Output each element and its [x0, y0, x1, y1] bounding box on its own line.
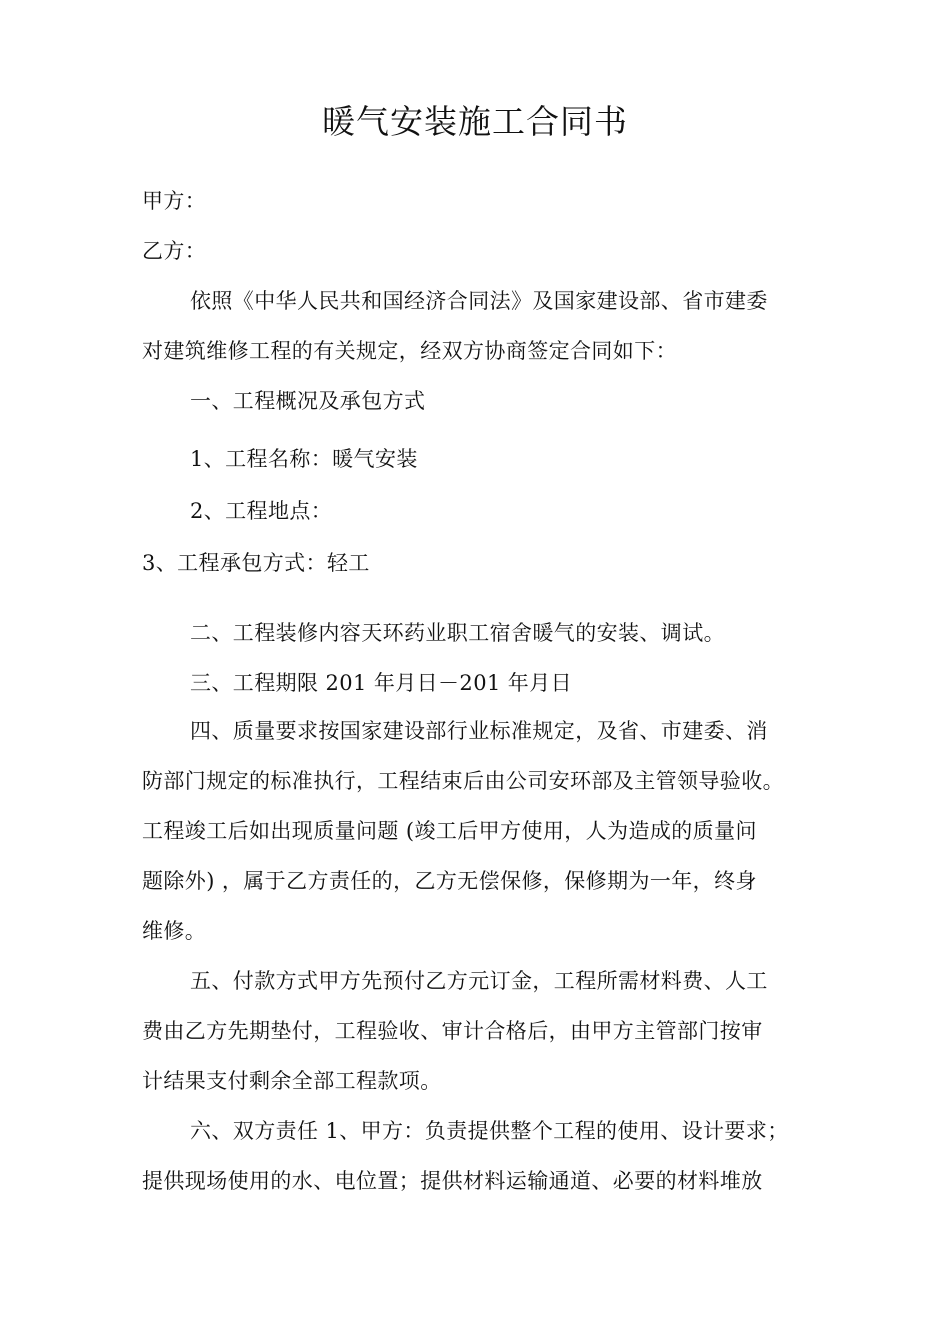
section-4-line-5: 维修。	[142, 919, 207, 943]
party-a-line: 甲方：	[142, 189, 207, 213]
project-location-line: 2、工程地点：	[190, 499, 333, 523]
preamble-line-2: 对建筑维修工程的有关规定，经双方协商签定合同如下：	[142, 339, 677, 363]
section-3-line: 三、工程期限 201 年月日－201 年月日	[190, 671, 572, 695]
party-b-line: 乙方：	[142, 239, 207, 263]
preamble-line-1: 依照《中华人民共和国经济合同法》及国家建设部、省市建委	[190, 289, 768, 313]
project-name-line: 1、工程名称：暖气安装	[190, 447, 418, 471]
section-4-line-3: 工程竣工后如出现质量问题 (竣工后甲方使用，人为造成的质量问	[142, 819, 757, 843]
section-6-line-1: 六、双方责任 1、甲方：负责提供整个工程的使用、设计要求；	[190, 1119, 789, 1143]
section-2-line: 二、工程装修内容天环药业职工宿舍暖气的安装、调试。	[190, 621, 725, 645]
section-5-line-1: 五、付款方式甲方先预付乙方元订金，工程所需材料费、人工	[190, 969, 768, 993]
document-title: 暖气安装施工合同书	[322, 102, 628, 141]
section-5-line-2: 费由乙方先期垫付，工程验收、审计合格后，由甲方主管部门按审	[142, 1019, 763, 1043]
section-4-line-2: 防部门规定的标准执行，工程结束后由公司安环部及主管领导验收。	[142, 769, 784, 793]
section-5-line-3: 计结果支付剩余全部工程款项。	[142, 1069, 442, 1093]
section-4-line-1: 四、质量要求按国家建设部行业标准规定，及省、市建委、消	[190, 719, 768, 743]
section-4-line-4: 题除外) ，属于乙方责任的，乙方无偿保修，保修期为一年，终身	[142, 869, 757, 893]
section-6-line-2: 提供现场使用的水、电位置；提供材料运输通道、必要的材料堆放	[142, 1169, 763, 1193]
contract-method-line: 3、工程承包方式：轻工	[142, 551, 370, 575]
section-1-heading: 一、工程概况及承包方式	[190, 389, 426, 413]
